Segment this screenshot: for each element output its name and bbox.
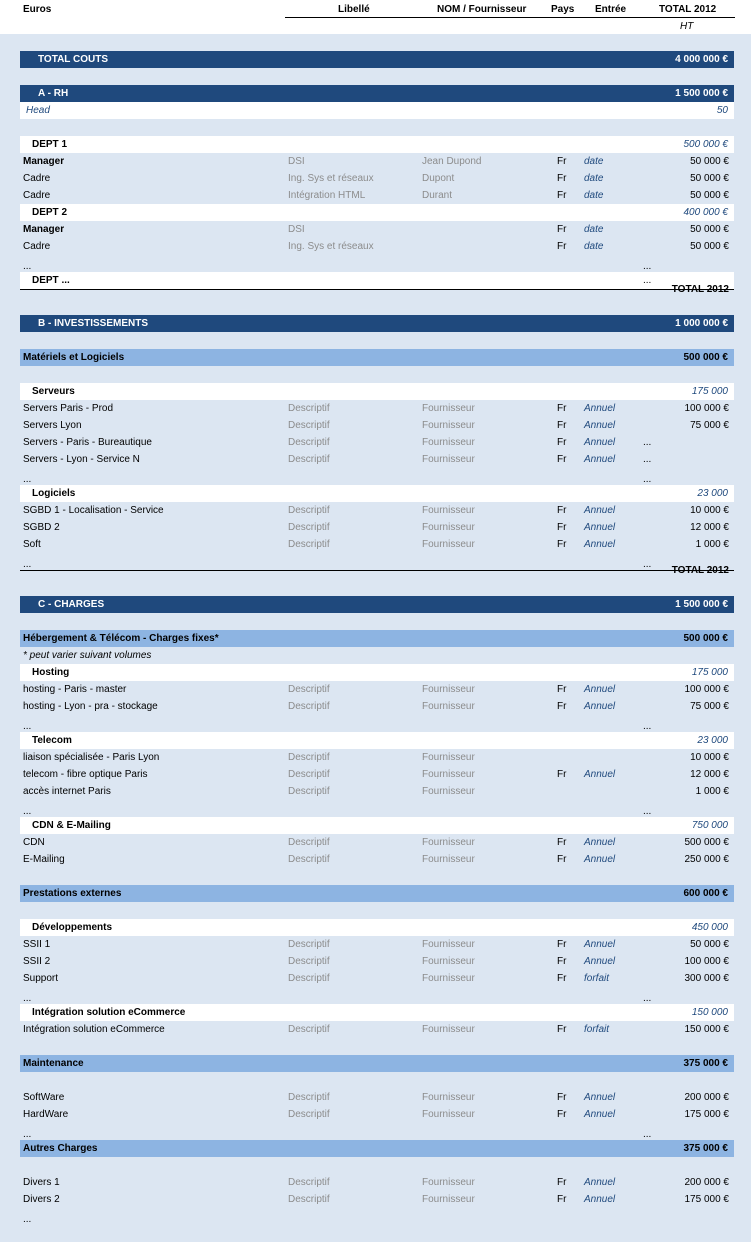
item-country: Fr: [557, 190, 567, 201]
item-supplier: Fournisseur: [422, 701, 475, 712]
item-label: ...: [23, 261, 32, 272]
item-country: Fr: [557, 522, 567, 533]
item-supplier: Fournisseur: [422, 854, 475, 865]
item-amount: 1 000 €: [695, 539, 729, 550]
item-country: Fr: [557, 403, 567, 414]
item-entry: forfait: [584, 973, 610, 984]
item-libelle: Descriptif: [288, 786, 330, 797]
row-amount: 500 000 €: [683, 633, 728, 644]
row-ellipsis: ...: [643, 275, 652, 286]
row-label: Matériels et Logiciels: [23, 352, 125, 363]
row-label: Hosting: [32, 667, 70, 678]
item-amount: 100 000 €: [684, 684, 729, 695]
item-entry: Annuel: [584, 505, 616, 516]
item-label: HardWare: [23, 1109, 69, 1120]
item-country: Fr: [557, 701, 567, 712]
item-label: CDN: [23, 837, 45, 848]
item-entry: date: [584, 156, 604, 167]
row-amount: 1 000 000 €: [675, 318, 728, 329]
item-libelle: Descriptif: [288, 837, 330, 848]
line-item: [0, 502, 751, 519]
group-header: [20, 1004, 734, 1021]
item-entry: date: [584, 190, 604, 201]
line-item: [0, 1174, 751, 1191]
total-row: [0, 281, 751, 298]
item-label: Servers Paris - Prod: [23, 403, 114, 414]
item-entry: Annuel: [584, 1092, 616, 1103]
line-item: [0, 698, 751, 715]
item-libelle: Descriptif: [288, 522, 330, 533]
item-label: ...: [23, 1214, 32, 1225]
item-supplier: Fournisseur: [422, 1092, 475, 1103]
ellipsis-row: [0, 1211, 751, 1228]
row-label: C - CHARGES: [38, 599, 105, 610]
item-supplier: Fournisseur: [422, 1109, 475, 1120]
item-entry: Annuel: [584, 701, 616, 712]
item-entry: Annuel: [584, 684, 616, 695]
group-header: [20, 919, 734, 936]
item-supplier: Fournisseur: [422, 939, 475, 950]
line-item: [0, 1191, 751, 1208]
item-libelle: Descriptif: [288, 684, 330, 695]
item-label: hosting - Paris - master: [23, 684, 127, 695]
item-amount: 50 000 €: [690, 241, 729, 252]
row-amount: 500 000 €: [683, 139, 728, 150]
item-entry: date: [584, 241, 604, 252]
line-item: [0, 834, 751, 851]
line-item: [0, 970, 751, 987]
row-amount: 600 000 €: [683, 888, 728, 899]
item-supplier: Fournisseur: [422, 1177, 475, 1188]
item-entry: Annuel: [584, 939, 616, 950]
item-label: SGBD 1 - Localisation - Service: [23, 505, 164, 516]
item-supplier: Fournisseur: [422, 403, 475, 414]
line-item: [0, 400, 751, 417]
item-ellipsis: ...: [643, 437, 652, 448]
row-label: TOTAL COUTS: [38, 54, 108, 65]
row-amount: 500 000 €: [683, 352, 728, 363]
item-libelle: Descriptif: [288, 454, 330, 465]
item-supplier: Fournisseur: [422, 437, 475, 448]
item-supplier: Fournisseur: [422, 454, 475, 465]
item-ellipsis: ...: [643, 1129, 652, 1140]
item-entry: date: [584, 224, 604, 235]
item-ellipsis: ...: [643, 261, 652, 272]
item-amount: 12 000 €: [690, 769, 729, 780]
item-entry: Annuel: [584, 437, 616, 448]
column-header: [0, 0, 751, 34]
line-item: [0, 221, 751, 238]
item-country: Fr: [557, 539, 567, 550]
line-item: [0, 519, 751, 536]
section-header: [20, 596, 734, 613]
item-amount: 175 000 €: [684, 1109, 729, 1120]
line-item: [0, 1106, 751, 1123]
item-label: Manager: [23, 224, 65, 235]
group-header: [20, 383, 734, 400]
row-amount: 375 000 €: [683, 1058, 728, 1069]
item-label: Servers - Paris - Bureautique: [23, 437, 152, 448]
item-country: Fr: [557, 420, 567, 431]
item-country: Fr: [557, 454, 567, 465]
line-item: [0, 783, 751, 800]
item-supplier: Fournisseur: [422, 505, 475, 516]
row-amount: 50: [716, 105, 728, 116]
item-libelle: Descriptif: [288, 403, 330, 414]
item-label: Manager: [23, 156, 65, 167]
item-country: Fr: [557, 1024, 567, 1035]
row-label: DEPT 1: [32, 139, 68, 150]
item-entry: Annuel: [584, 837, 616, 848]
group-header: [20, 817, 734, 834]
row-amount: 175 000: [691, 667, 728, 678]
item-ellipsis: ...: [643, 474, 652, 485]
item-supplier: Fournisseur: [422, 973, 475, 984]
row-label: Développements: [32, 922, 113, 933]
item-label: Divers 1: [23, 1177, 60, 1188]
item-libelle: Descriptif: [288, 956, 330, 967]
item-entry: Annuel: [584, 539, 616, 550]
item-entry: date: [584, 173, 604, 184]
item-label: ...: [23, 474, 32, 485]
item-entry: Annuel: [584, 956, 616, 967]
row-amount: 175 000: [691, 386, 728, 397]
item-amount: 10 000 €: [690, 505, 729, 516]
item-ellipsis: ...: [643, 559, 652, 570]
item-label: Servers - Lyon - Service N: [23, 454, 140, 465]
item-label: Servers Lyon: [23, 420, 82, 431]
item-label: ...: [23, 721, 32, 732]
row-amount: 1 500 000 €: [675, 599, 728, 610]
item-ellipsis: ...: [643, 454, 652, 465]
item-libelle: Descriptif: [288, 1109, 330, 1120]
group-header: [20, 664, 734, 681]
item-label: ...: [23, 559, 32, 570]
item-amount: 200 000 €: [684, 1177, 729, 1188]
row-label: Logiciels: [32, 488, 76, 499]
line-item: [0, 187, 751, 204]
item-supplier: Fournisseur: [422, 1194, 475, 1205]
item-country: Fr: [557, 505, 567, 516]
item-label: Cadre: [23, 173, 51, 184]
footnote: * peut varier suivant volumes: [23, 650, 152, 661]
row-amount: 23 000: [697, 488, 728, 499]
total-label: TOTAL 2012: [671, 284, 729, 295]
row-label: DEPT 2: [32, 207, 68, 218]
group-header: [20, 136, 734, 153]
item-country: Fr: [557, 1092, 567, 1103]
item-supplier: Fournisseur: [422, 1024, 475, 1035]
item-libelle: Ing. Sys et réseaux: [288, 173, 374, 184]
item-libelle: Descriptif: [288, 752, 330, 763]
row-amount: 750 000: [691, 820, 728, 831]
item-country: Fr: [557, 173, 567, 184]
header-divider: [285, 17, 735, 18]
row-amount: 4 000 000 €: [675, 54, 728, 65]
total-row: [0, 562, 751, 579]
item-country: Fr: [557, 939, 567, 950]
group-header: [20, 204, 734, 221]
row-amount: 150 000: [691, 1007, 728, 1018]
line-item: [0, 1089, 751, 1106]
item-supplier: Fournisseur: [422, 420, 475, 431]
item-entry: Annuel: [584, 769, 616, 780]
item-entry: Annuel: [584, 454, 616, 465]
item-supplier: Fournisseur: [422, 752, 475, 763]
category-header: [20, 1055, 734, 1072]
item-entry: Annuel: [584, 420, 616, 431]
item-amount: 250 000 €: [684, 854, 729, 865]
row-label: Hébergement & Télécom - Charges fixes*: [23, 633, 219, 644]
row-label: B - INVESTISSEMENTS: [38, 318, 149, 329]
item-label: Intégration solution eCommerce: [23, 1024, 165, 1035]
line-item: [0, 451, 751, 468]
item-amount: 100 000 €: [684, 956, 729, 967]
item-supplier: Dupont: [422, 173, 455, 184]
item-amount: 50 000 €: [690, 224, 729, 235]
item-supplier: Fournisseur: [422, 837, 475, 848]
item-label: SoftWare: [23, 1092, 65, 1103]
item-amount: 50 000 €: [690, 173, 729, 184]
item-libelle: DSI: [288, 224, 305, 235]
item-label: Soft: [23, 539, 41, 550]
item-libelle: Descriptif: [288, 1092, 330, 1103]
item-label: ...: [23, 806, 32, 817]
row-amount: 1 500 000 €: [675, 88, 728, 99]
line-item: [0, 936, 751, 953]
item-country: Fr: [557, 437, 567, 448]
category-header: [20, 630, 734, 647]
header-ht: HT: [680, 21, 694, 32]
item-supplier: Fournisseur: [422, 539, 475, 550]
item-label: SSII 2: [23, 956, 51, 967]
item-libelle: Descriptif: [288, 1024, 330, 1035]
item-amount: 10 000 €: [690, 752, 729, 763]
row-amount: 400 000 €: [683, 207, 728, 218]
item-entry: Annuel: [584, 522, 616, 533]
item-libelle: Descriptif: [288, 701, 330, 712]
item-libelle: Descriptif: [288, 973, 330, 984]
total-label: TOTAL 2012: [671, 565, 729, 576]
item-country: Fr: [557, 973, 567, 984]
line-item: [0, 766, 751, 783]
item-country: Fr: [557, 1109, 567, 1120]
item-label: accès internet Paris: [23, 786, 111, 797]
item-amount: 175 000 €: [684, 1194, 729, 1205]
item-amount: 300 000 €: [684, 973, 729, 984]
row-label: A - RH: [38, 88, 69, 99]
item-supplier: Jean Dupond: [422, 156, 482, 167]
row-amount: 450 000: [691, 922, 728, 933]
row-label: Prestations externes: [23, 888, 122, 899]
item-libelle: Descriptif: [288, 505, 330, 516]
item-country: Fr: [557, 241, 567, 252]
item-label: ...: [23, 1129, 32, 1140]
item-supplier: Fournisseur: [422, 522, 475, 533]
line-item: [0, 170, 751, 187]
item-label: hosting - Lyon - pra - stockage: [23, 701, 158, 712]
line-item: [0, 851, 751, 868]
item-entry: forfait: [584, 1024, 610, 1035]
item-country: Fr: [557, 156, 567, 167]
item-amount: 50 000 €: [690, 190, 729, 201]
item-amount: 100 000 €: [684, 403, 729, 414]
row-label: Telecom: [32, 735, 72, 746]
line-item: [0, 681, 751, 698]
line-item: [0, 536, 751, 553]
item-libelle: DSI: [288, 156, 305, 167]
item-entry: Annuel: [584, 854, 616, 865]
item-amount: 75 000 €: [690, 420, 729, 431]
category-header: [20, 885, 734, 902]
row-label: Autres Charges: [23, 1143, 98, 1154]
item-ellipsis: ...: [643, 993, 652, 1004]
header-euros: Euros: [23, 4, 52, 15]
item-label: Divers 2: [23, 1194, 60, 1205]
header-libelle: Libellé: [338, 4, 370, 15]
item-ellipsis: ...: [643, 721, 652, 732]
line-item: [0, 953, 751, 970]
item-libelle: Descriptif: [288, 420, 330, 431]
item-entry: Annuel: [584, 1109, 616, 1120]
group-header: [20, 485, 734, 502]
item-country: Fr: [557, 854, 567, 865]
item-libelle: Descriptif: [288, 539, 330, 550]
item-country: Fr: [557, 1194, 567, 1205]
item-supplier: Fournisseur: [422, 769, 475, 780]
row-label: DEPT ...: [32, 275, 70, 286]
item-entry: Annuel: [584, 1177, 616, 1188]
item-country: Fr: [557, 224, 567, 235]
item-label: Cadre: [23, 190, 51, 201]
header-total: TOTAL 2012: [659, 4, 717, 15]
item-amount: 500 000 €: [684, 837, 729, 848]
item-label: Support: [23, 973, 59, 984]
item-country: Fr: [557, 956, 567, 967]
item-label: E-Mailing: [23, 854, 65, 865]
footnote-row: [0, 647, 751, 664]
header-nom: NOM / Fournisseur: [437, 4, 527, 15]
item-supplier: Fournisseur: [422, 956, 475, 967]
item-libelle: Descriptif: [288, 854, 330, 865]
group-header: [20, 732, 734, 749]
header-entree: Entrée: [595, 4, 627, 15]
item-supplier: Fournisseur: [422, 786, 475, 797]
item-libelle: Descriptif: [288, 437, 330, 448]
item-label: Cadre: [23, 241, 51, 252]
category-header: [20, 1140, 734, 1157]
item-country: Fr: [557, 837, 567, 848]
item-amount: 50 000 €: [690, 156, 729, 167]
row-label: Serveurs: [32, 386, 75, 397]
item-amount: 1 000 €: [695, 786, 729, 797]
item-amount: 75 000 €: [690, 701, 729, 712]
line-item: [0, 238, 751, 255]
item-libelle: Descriptif: [288, 1177, 330, 1188]
category-header: [20, 349, 734, 366]
row-label: Maintenance: [23, 1058, 84, 1069]
item-country: Fr: [557, 684, 567, 695]
item-libelle: Ing. Sys et réseaux: [288, 241, 374, 252]
item-label: SGBD 2: [23, 522, 60, 533]
item-libelle: Descriptif: [288, 939, 330, 950]
section-header: [20, 85, 734, 102]
item-ellipsis: ...: [643, 806, 652, 817]
header-pays: Pays: [551, 4, 575, 15]
line-item: [0, 434, 751, 451]
row-label: Head: [26, 105, 50, 116]
item-country: Fr: [557, 1177, 567, 1188]
section-header: [20, 51, 734, 68]
group-header: [20, 102, 734, 119]
item-libelle: Descriptif: [288, 1194, 330, 1205]
item-label: ...: [23, 993, 32, 1004]
row-label: CDN & E-Mailing: [32, 820, 111, 831]
item-country: Fr: [557, 769, 567, 780]
line-item: [0, 153, 751, 170]
item-amount: 12 000 €: [690, 522, 729, 533]
item-libelle: Descriptif: [288, 769, 330, 780]
item-libelle: Intégration HTML: [288, 190, 366, 201]
item-entry: Annuel: [584, 1194, 616, 1205]
item-amount: 150 000 €: [684, 1024, 729, 1035]
line-item: [0, 417, 751, 434]
line-item: [0, 1021, 751, 1038]
row-amount: 375 000 €: [683, 1143, 728, 1154]
item-supplier: Durant: [422, 190, 453, 201]
item-label: SSII 1: [23, 939, 51, 950]
item-label: telecom - fibre optique Paris: [23, 769, 148, 780]
row-amount: 23 000: [697, 735, 728, 746]
line-item: [0, 749, 751, 766]
item-supplier: Fournisseur: [422, 684, 475, 695]
row-label: Intégration solution eCommerce: [32, 1007, 186, 1018]
item-amount: 200 000 €: [684, 1092, 729, 1103]
item-label: liaison spécialisée - Paris Lyon: [23, 752, 160, 763]
item-entry: Annuel: [584, 403, 616, 414]
section-header: [20, 315, 734, 332]
item-amount: 50 000 €: [690, 939, 729, 950]
